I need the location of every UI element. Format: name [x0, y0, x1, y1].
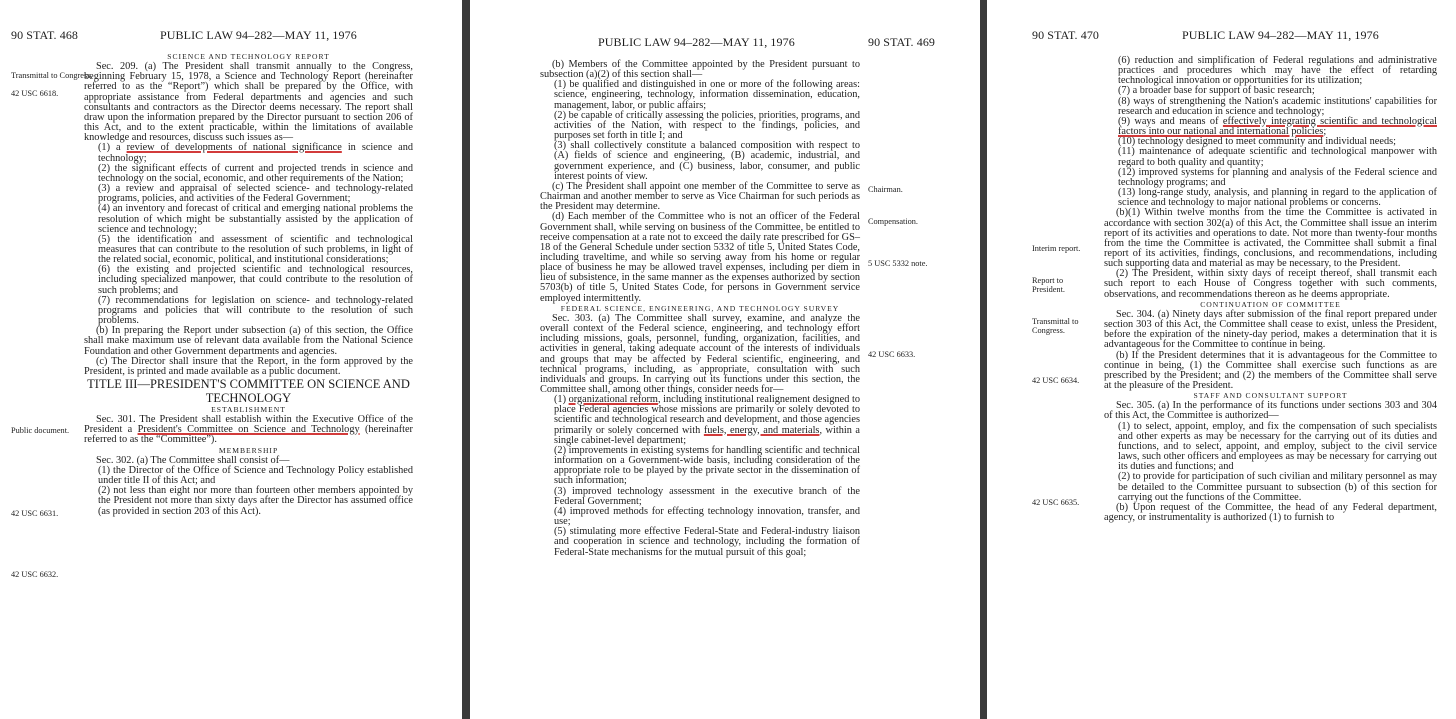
list-item: (2) to provide for participation of such civilian and military personnel as may be detailed to the Committee pursuant to subsection (b) of this section for carrying out the functions of the Committee. [1118, 471, 1437, 503]
page-470 [987, 0, 1456, 719]
paragraph: (b) Upon request of the Committee, the head of any Federal department, agency, or instrumentality is authorized (1) to furnish to [1104, 501, 1437, 524]
paragraph: (c) The President shall appoint one member of the Committee to serve as Chairman and another member to serve as Vice Chairman for such periods as the President may determine. [540, 180, 860, 213]
margin-note: Compensation. [868, 217, 919, 226]
highlighted-phrase: organizational reform [568, 394, 658, 406]
page-text [540, 60, 860, 558]
section-heading: ESTABLISHMENT [211, 405, 286, 414]
list-item: (6) the existing and projected scientific and technological resources, including specialized manpower, that could contribute to the resolution of such problems; and [98, 264, 413, 296]
highlighted-phrase: President's Committee on Science and Technology [137, 424, 360, 436]
list-item: (2) improvements in existing systems for handling scientific and technical information on a Government-wide basis, including consideration of the appropriate role to be played by the private sector in the dissemination of such information; [554, 444, 860, 487]
highlighted-phrase: review of developments of national significance [126, 142, 342, 154]
list-item: (9) ways and means of effectively integrating scientific and technological factors into our national and international policies; [1118, 115, 1437, 138]
page-gutter [980, 0, 987, 719]
section-heading: CONTINUATION OF COMMITTEE [1200, 299, 1341, 309]
margin-note: 42 USC 6618. [11, 89, 59, 98]
highlighted-phrase: fuels, energy, and materials [703, 424, 820, 436]
list-item: (1) the Director of the Office of Science and Technology Policy established under title II of this Act; and [98, 464, 413, 487]
paragraph: (b) If the President determines that it is advantageous for the Committee to continue in being, (1) the Committee shall exercise such functions as are prescribed by the President; and (2) the members of the Committee shall serve at the pleasure of the President. [1104, 349, 1437, 391]
list-item: (5) the identification and assessment of scientific and technological measures that can contribute to the resolution of such problems, in light of the related social, economic, political, and institutional considerations; [98, 233, 413, 266]
page-number: 90 STAT. 470 [1032, 28, 1100, 42]
list-item: (10) technology designed to meet community and individual needs; [1118, 136, 1396, 148]
list-item: (1) be qualified and distinguished in one or more of the following areas: science, engineering, technology, information dissemination, education, management, labor, or public affairs; [554, 79, 860, 111]
page-number: 90 STAT. 469 [868, 35, 936, 49]
page-469 [470, 0, 980, 719]
page-text [84, 52, 413, 517]
paragraph: (d) Each member of the Committee who is not an officer of the Federal Government shall, while serving on business of the Committee, be entitled to receive compensation at a rate not to exceed the daily rate prescribed for GS–18 of the General Schedule under section 5332 of title 5, United States Code, including traveltime, and while so serving away from his home or regular place of business he may be allowed travel expenses, including per diem in lieu of subsistence, in the same manner as the expenses authorized by section 5703(b) of title 5, United States Code, for persons in Government service employed intermittently. [540, 211, 860, 304]
paragraph: Sec. 303. (a) The Committee shall survey, examine, and analyze the overall context of the Federal science, engineering, and technology effort including missions, goals, personnel, funding, organization, facilities, and activities in general, taking adequate account of the interests of individuals and groups that may be affected by Federal scientific, engineering, and technical programs, including, as appropriate, consultation with such individuals and groups. In carrying out its functions under this section, the Committee shall, among other things, consider needs for— [540, 312, 860, 395]
section-heading: STAFF AND CONSULTANT SUPPORT [1193, 391, 1348, 401]
section-heading: FEDERAL SCIENCE, ENGINEERING, AND TECHNOLOGY SURVEY [560, 303, 840, 313]
list-item: (6) reduction and simplification of Federal regulations and administrative practices and procedures which may have the effect of retarding technological innovation or opportunities for its utilization; [1118, 55, 1437, 87]
list-item: (3) a review and appraisal of selected science- and technology-related programs, policies, and activities of the Federal Government; [98, 183, 413, 205]
page-number: 90 STAT. 468 [11, 28, 79, 42]
margin-note: 42 USC 6635. [1032, 498, 1080, 507]
list-item: (4) improved methods for effecting technology innovation, transfer, and use; [554, 505, 860, 528]
paragraph: Sec. 305. (a) In the performance of its functions under sections 303 and 304 of this Act, the Committee is authorized— [1104, 400, 1437, 422]
paragraph: Sec. 209. (a) The President shall transmit annually to the Congress, beginning February 15, 1978, a Science and Technology Report (hereinafter referred to as the “Report”) which shall be prepared by the Office, with appropriate assistance from Federal departments and agencies and such consultants and contractors as the Director deems necessary. The report shall draw upon the information prepared by the Director pursuant to section 206 of this Act, and to the extent practicable, within the limitations of available knowledge and resources, discuss such issues as— [84, 61, 413, 144]
margin-note: Report to President. [1032, 276, 1065, 294]
list-item: (5) stimulating more effective Federal-State and Federal-industry liaison and cooperation in science and technology, including the formation of Federal-State mechanisms for the mutual pursuit of this goal; [554, 526, 860, 558]
margin-note: 42 USC 6632. [11, 570, 59, 579]
margin-note: Public document. [11, 426, 70, 435]
paragraph: Sec. 301. The President shall establish within the Executive Office of the President a President's Committee on Science and Technology (hereinafter referred to as the “Committee”). [84, 414, 413, 446]
list-item: (7) a broader base for support of basic research; [1118, 85, 1315, 97]
list-item: (1) a review of developments of national significance in science and technology; [98, 142, 413, 164]
margin-note: Transmittal to Congress. [1032, 317, 1079, 335]
running-header: PUBLIC LAW 94–282—MAY 11, 1976 [1182, 28, 1379, 42]
running-header: PUBLIC LAW 94–282—MAY 11, 1976 [160, 28, 357, 42]
margin-note: 42 USC 6633. [868, 350, 916, 359]
list-item: (3) shall collectively constitute a balanced composition with respect to (A) fields of science and engineering, (B) academic, industrial, and government experience, and (C) business, labor, consumer, and public interest points of view. [554, 140, 860, 182]
page-text [1104, 56, 1437, 523]
paragraph: (b)(1) Within twelve months from the time the Committee is activated in accordance with section 302(a) of this Act, the Committee shall issue an interim report of its activities and operations to date. Not more than twenty-four months from the time the Committee is activated, the Committee shall submit a final report of its activities, findings, conclusions, and recommendations, including such supporting data and material as may be necessary, to the President. [1104, 207, 1437, 270]
highlighted-phrase: effectively integrating scientific and technological factors into our national and international policies [1118, 115, 1437, 138]
paragraph: Sec. 304. (a) Ninety days after submission of the final report prepared under section 303 of this Act, the Committee shall cease to exist, unless the President, before the expiration of the ninety-day period, makes a determination that it is advantageous for the Committee to continue in being. [1104, 308, 1437, 351]
list-item: (1) organizational reform, including institutional realignement designed to place Federal agencies whose missions are primarily or solely devoted to scientific and technological research and development, and those agencies primarily or solely concerned with fuels, energy, and materials, within a single cabinet-level department; [554, 394, 860, 446]
list-item: (12) improved systems for planning and analysis of the Federal science and technology programs; and [1118, 166, 1437, 188]
margin-note: 5 USC 5332 note. [868, 259, 928, 268]
section-heading: MEMBERSHIP [218, 445, 279, 455]
margin-note: Interim report. [1032, 244, 1081, 253]
running-header: PUBLIC LAW 94–282—MAY 11, 1976 [598, 35, 795, 49]
margin-note: Transmittal to Congress. [11, 71, 93, 80]
list-item: (2) be capable of critically assessing the policies, priorities, programs, and activities of the Nation, with respect to the findings, policies, and purposes set forth in title I; and [554, 109, 860, 142]
margin-note: 42 USC 6631. [11, 509, 59, 518]
margin-note: 42 USC 6634. [1032, 376, 1080, 385]
title-heading: TITLE III—PRESIDENT'S COMMITTEE ON SCIENCE AND TECHNOLOGY [87, 377, 410, 405]
paragraph: (b) Members of the Committee appointed by the President pursuant to subsection (a)(2) of this section shall— [540, 59, 860, 81]
paragraph: (b) In preparing the Report under subsection (a) of this section, the Office shall make maximum use of relevant data available from the National Science Foundation and other Government departments and agencies. [84, 325, 413, 357]
list-item: (1) to select, appoint, employ, and fix the compensation of such specialists and other experts as may be necessary for the carrying out of its duties and functions, and to select, appoint, and employ, subject to the civil service laws, such other officers and employees as may be necessary for carrying out its duties and functions; and [1118, 420, 1437, 473]
paragraph: Sec. 302. (a) The Committee shall consist of— [96, 454, 290, 466]
list-item: (2) the significant effects of current and projected trends in science and technology on the social, economic, and other requirements of the Nation; [98, 162, 413, 184]
page-gutter [462, 0, 470, 719]
list-item: (13) long-range study, analysis, and planning in regard to the application of science and technology to major national problems or concerns. [1118, 187, 1437, 209]
margin-note: Chairman. [868, 185, 903, 194]
list-item: (4) an inventory and forecast of critical and emerging national problems the resolution of which might be substantially assisted by the application of science and technology; [98, 203, 413, 235]
list-item: (2) not less than eight nor more than fourteen other members appointed by the President not more than sixty days after the Director has assumed office (as provided in section 203 of this Act). [98, 485, 413, 517]
section-heading: SCIENCE AND TECHNOLOGY REPORT [167, 52, 330, 61]
paragraph: (c) The Director shall insure that the Report, in the form approved by the President, is printed and made available as a public document. [84, 355, 413, 377]
list-item: (11) maintenance of adequate scientific and technological manpower with regard to both quality and quantity; [1118, 146, 1437, 168]
paragraph: (2) The President, within sixty days of receipt thereof, shall transmit each such report to each House of Congress together with such comments, observations, and recommendations thereon as he deems appropriate. [1104, 268, 1437, 300]
list-item: (8) ways of strengthening the Nation's academic institutions' capabilities for research and education in science and technology; [1118, 95, 1437, 117]
page-468 [0, 0, 462, 719]
list-item: (3) improved technology assessment in the executive branch of the Federal Government; [554, 485, 860, 507]
list-item: (7) recommendations for legislation on science- and technology-related programs and policies that will contribute to the resolution of such problems. [98, 294, 413, 327]
